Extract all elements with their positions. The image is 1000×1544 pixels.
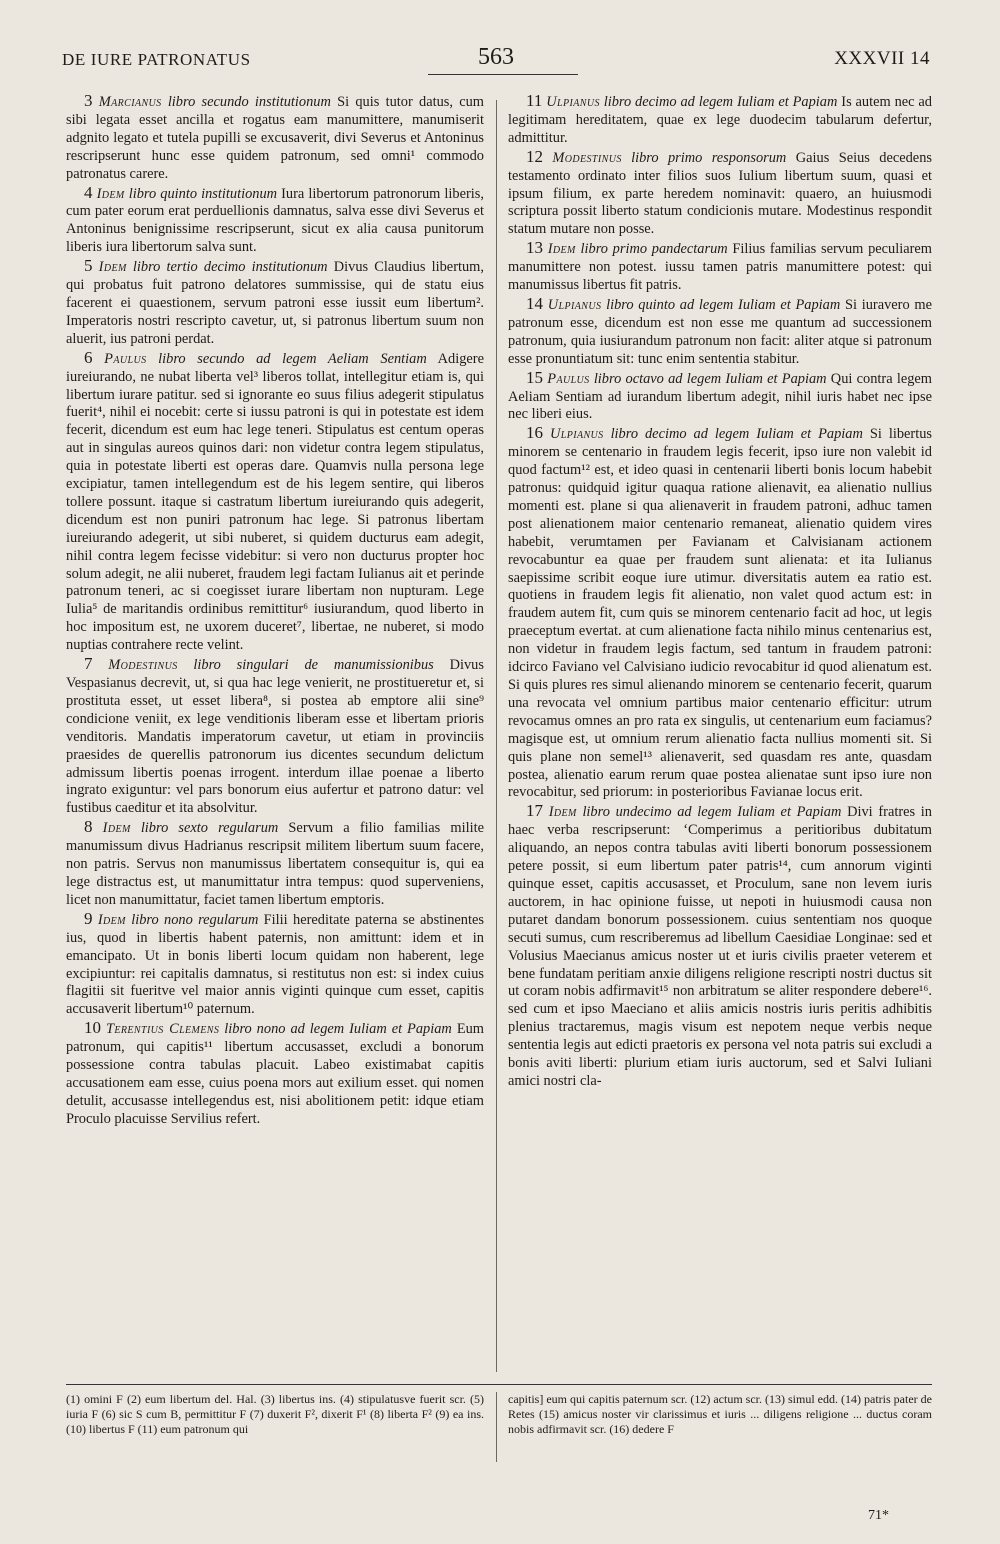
- source-citation: libro undecimo ad legem Iuliam et Papiam: [582, 804, 842, 821]
- fragment-text: Divi fratres in haec verba rescripserunt: ‘Comperimus a peritioribus dubitatum aliquando, an nepos contra tabulas aviti liberti bonorum possessionem petere possit, si eum libertum pater patris¹⁴, cum annorum viginti quinque esset, capitis accusasset, et Proculum, sane non levem iuris auctorem, in hac opinione fuisse, ut nepoti in huiusmodi causa non putaret dandam bonorum possessionem. cuius sententiam nos quoque secuti sumus, cum rescriberemus ad libellum Caesidiae Longinae: sed et Volusius Maecianus amicus noster ut et iuris civilis praeter veterem et bene fundatam peritiam anxie diligens religione rescripti nostri ductus sit ut coram nobis adfirmavit¹⁵ non arbitratum se aliter respondere debere¹⁶. sed cum et ipso Maeciano et aliis amicis nostris iuris peritis adhibitis plenius tractaremus, magis visum est nepotem neque verbis neque sententia legis aut edicti praetoris ex persona vel nota patris sui excludi a bonis aviti liberti: plurium etiam iuris auctorum, sed et Salvi Iuliani amici nostri cla-: [508, 804, 932, 1089]
- author-name: Paulus: [547, 370, 590, 387]
- source-citation: libro quinto institutionum: [128, 185, 278, 202]
- fragment-number: 10: [84, 1018, 101, 1038]
- paragraph: [66, 1019, 484, 1128]
- fragment-number: 6: [84, 347, 93, 367]
- source-citation: libro nono regularum: [131, 911, 259, 928]
- author-name: Modestinus: [108, 657, 178, 674]
- fragment-text: Is autem nec ad legitimam hereditatem, quae ex lege duodecim tabularum defertur, admittitur.: [508, 94, 932, 146]
- paragraph: [66, 257, 484, 349]
- paragraph: [66, 818, 484, 910]
- header-rule: [428, 74, 578, 75]
- source-citation: libro quinto ad legem Iuliam et Papiam: [606, 296, 841, 313]
- fragment-text: Servum a filio familias milite manumissum divus Hadrianus rescripsit militem libertum suum facere, non patris. Servus non manumissus libertatem consequitur is, qui ea lege distractus est, ut manumittatur intra tempus: quod superveniens, licet non manumittatur, faciet tamen libertum emptoris.: [66, 820, 484, 908]
- header-title-right: XXXVII 14: [834, 48, 930, 69]
- fragment-number: 16: [526, 423, 543, 443]
- fragment-number: 12: [526, 146, 543, 166]
- footnotes-left: (1) omini F (2) eum libertum del. Hal. (3) libertus ins. (4) stipulatusve fuerit scr. (5) iuria F (6) sic S cum B, permittitur F (7) duxerit F², dixerit F¹ (8) liberta F² (9) ea ins. (10) libertus F (11) eum patronum qui: [66, 1392, 484, 1436]
- source-citation: libro secundo institutionum: [167, 94, 331, 110]
- source-citation: libro tertio decimo institutionum: [132, 259, 328, 276]
- author-name: Idem: [97, 911, 126, 928]
- fragment-number: 14: [526, 293, 543, 313]
- author-name: Marcianus: [98, 94, 162, 110]
- source-citation: libro sexto regularum: [140, 820, 279, 837]
- fragment-text: Eum patronum, qui capitis¹¹ libertum accusasset, excludi a bonorum possessione contra tabulas placuit. Labeo existimabat capitis accusationem eam esse, cuius poena mors aut exilium esset. qui nomen detulit, accusasse intellegendus est, nisi abolitionem petit: idque etiam Proculo placuisse Servilius refert.: [66, 1021, 484, 1127]
- paragraph: [508, 424, 932, 802]
- paragraph: [508, 369, 932, 425]
- header-title-left: DE IURE PATRONATUS: [62, 50, 251, 69]
- source-citation: libro primo pandectarum: [580, 241, 728, 258]
- paragraph: [66, 184, 484, 258]
- fragment-text: Iura libertorum patronorum liberis, cum pater eorum erat perduellionis damnatus, salva esse divi Severus et Antoninus benignissime rescripserunt, sicut ex alia causa punitorum liberis iura libertorum salva sunt.: [66, 185, 484, 256]
- signature-mark: 71*: [868, 1508, 889, 1523]
- source-citation: libro secundo ad legem Aeliam Sentiam: [158, 350, 427, 367]
- fragment-number: 5: [84, 256, 93, 276]
- footnote-rule: [66, 1384, 932, 1385]
- footnotes-right: capitis] eum qui capitis paternum scr. (12) actum scr. (13) simul edd. (14) patris pater de Retes (15) amicus noster vir clarissimus et iuris ... diligens religione ... ductus coram nobis adfirmavit scr. (16) dedere F: [508, 1392, 932, 1436]
- author-name: Idem: [98, 259, 127, 276]
- paragraph: [508, 239, 932, 295]
- running-header: [62, 44, 930, 74]
- fragment-text: Divus Claudius libertum, qui probatus fuit patrono delatores summissise, qui de statu eius facerent ei quaestionem, servum patroni esse iussit eum libertum². Imperatoris nostri rescripto cavetur, ut, si patronus libertum suum non aluerit, ius patroni perdat.: [66, 259, 484, 347]
- fragment-number: 9: [84, 908, 93, 928]
- author-name: Terentius Clemens: [105, 1021, 220, 1038]
- fragment-text: Si libertus minorem se centenario in fraudem legis fecerit, ipso iure non valebit id quod factum¹² est, et ideo quasi in centenarii liberti bonis locum habebit patronus: quidquid igitur quaqua ratione alienavit, ea alienatio nullius momenti est. plane si qua alienaverit in fraudem patroni, adhuc tamen post alienationem maior centenario remaneat, alienatio quidem vires habebit, verumtamen per Favianam et Calvisianam actionem revocabuntur ea quae per fraudem sunt alienata: et ita Iulianus saepissime scribit eoque iure utimur. diversitatis autem ea ratio est. quotiens in fraudem legis fit alienatio, non valet quod actum est: in fraudem autem fit, cum quis se minorem centenario facit ad hoc, ut legis praeceptum evertat. at cum alienatione facta nihilo minus centenarius est, non videtur in fraudem legis factum, sed tantum in fraudem patroni: idcirco Faviano vel Calvisiano iudicio revocabitur id quod alienatum est. Si quis plures res simul alienando minorem se centenario fecerit, quarum una revocata vel omnium partibus maior centenario efficitur: utrum revocamus omnes an pro rata ex singulis, ut centenarium eum faciamus? magisque est, ut omnium rerum alienatio facta nullius momenti sit. Si quis plane non semel¹³ alienaverit, sed quasdam res ante, quasdam postea, alienatio earum rerum quae postea alienatae sunt ipso iure non revocabitur, sed priorum: in posterioribus Favianae locus erit.: [508, 426, 932, 801]
- fragment-number: 17: [526, 801, 543, 821]
- fragment-text: Filius familias servum peculiarem manumittere non potest. iussu tamen patris manumittere potest: qui manumissus libertus fit patris.: [508, 241, 932, 294]
- page-number: 563: [478, 44, 514, 70]
- author-name: Idem: [102, 820, 131, 837]
- fragment-text: Si iuravero me patronum esse, dicendum est non esse me quantum ad successionem patronum, quia iusiurandum patronum non facit: aliter atque si patronum esse pronuntiatum sit: tunc enim sententia stabitur.: [508, 296, 932, 367]
- fragment-text: Gaius Seius decedens testamento ordinato inter filios suos Iulium libertum suum, quasi et ipsum filium, ex parte heredem nominavit: quaero, an huiusmodi scriptura possit liberto statum condicionis mutare. Modestinus respondit statum mutare non posse.: [508, 149, 932, 238]
- fragment-number: 3: [84, 91, 93, 110]
- paragraph: [508, 295, 932, 369]
- fragment-number: 4: [84, 182, 93, 202]
- author-name: Ulpianus: [549, 426, 604, 443]
- author-name: Modestinus: [552, 149, 622, 166]
- author-name: Idem: [548, 804, 577, 821]
- source-citation: libro nono ad legem Iuliam et Papiam: [224, 1021, 452, 1038]
- source-citation: libro octavo ad legem Iuliam et Papiam: [593, 370, 827, 387]
- paragraph: [66, 349, 484, 655]
- paragraph: [66, 910, 484, 1019]
- paragraph: [508, 92, 932, 148]
- source-citation: libro singulari de manumissionibus: [193, 657, 434, 674]
- fragment-text: Si quis tutor datus, cum sibi legata esset ancilla et rogatus eam manumittere, manumiserit adgnito legato et tutela pupilli se excusaverit, divi Severus et Antoninus rescripserunt hunc esse quidem patronum, sed omni¹ commodo patronatus carere.: [66, 94, 485, 182]
- fragment-number: 13: [526, 238, 543, 258]
- fragment-number: 11: [526, 91, 543, 110]
- paragraph: [508, 802, 932, 1091]
- fragment-text: Qui contra legem Aeliam Sentiam ad iurandum libertum adegit, nihil iuris habet nec ipse nec liberi eius.: [508, 370, 932, 423]
- author-name: Idem: [96, 185, 125, 202]
- author-name: Ulpianus: [547, 296, 602, 313]
- fragment-number: 7: [84, 654, 93, 674]
- author-name: Ulpianus: [546, 94, 600, 110]
- fragment-text: Adigere iureiurando, ne nubat liberta vel³ liberos tollat, intellegitur etiam is, qui libertum iurare patitur. sed si ignorante eo suus filius adegerit stipulatus fuerit⁴, nihil ei nocebit: certe si iussu patroni is qui in potestate est idem fecerit, dicendum est eum hac lege teneri. Stipulatus est centum operas aut in singulas aureos quinos dari: non videtur contra legem stipulatus, quia in potestate liberti est operas dare. Quamvis nulla persona lege excipiatur, tamen intellegendum est de his legem sentire, qui liberos tollere possunt. itaque si castratum libertum iureiurando quis adegerit, dicendum est non puniri patronum hac lege. Si patronus libertam iureiurando adegerit, ut sibi nuberet, si quidem ducturus eam adegit, nihil contra legem fecisse videbitur: si vero non ducturus propter hoc solum adegit, ne alii nuberet, fraudem legi factam Iulianus ait et perinde patronum teneri, ac si coegisset iurare libertam non nupturam. Lege Iulia⁵ de maritandis ordinibus remittitur⁶ iusiurandum, quod liberto in hoc impositum est, ne uxorem duceret⁷, libertae, ne nuberet, si modo nuptias contrahere recte velint.: [66, 350, 484, 654]
- author-name: Paulus: [104, 350, 147, 367]
- fragment-text: Divus Vespasianus decrevit, ut, si qua hac lege venierit, ne prostitueretur et, si prostituta esset, ut esset libera⁸, si postea ab emptore alii sine⁹ condicione veniit, ex lege venditionis liberam esse et libertam prioris venditoris. Mandatis imperatorum cavetur, ut etiam in provinciis praesides de querellis patronorum ius dicentes secundum delictum admissum libertis poenas irrogent. interdum illae poenae a liberto ingrato exiguntur: vel pars bonorum eius aufertur et patrono datur: vel fustibus caeditur et ita absolvitur.: [66, 657, 484, 817]
- fragment-number: 8: [84, 817, 93, 837]
- footnote-divider: [496, 1392, 497, 1462]
- paragraph: [508, 148, 932, 240]
- author-name: Idem: [547, 241, 576, 258]
- source-citation: libro decimo ad legem Iuliam et Papiam: [610, 426, 863, 443]
- source-citation: libro primo responsorum: [631, 149, 787, 166]
- column-divider: [496, 100, 497, 1372]
- source-citation: libro decimo ad legem Iuliam et Papiam: [603, 94, 838, 110]
- left-column: [66, 92, 484, 1129]
- fragment-text: Filii hereditate paterna se abstinentes ius, quod in libertis habent paternis, non amittunt: idem et in emancipato. Ut in bonis liberti locum quidam non haberent, lege excipiuntur: rei capitalis damnatus, si restitutus non est: si index cuius flagitii sit fueritve vel maior annis viginti quinque cum esset, capitis accusaverit libertum¹⁰ paternum.: [66, 911, 484, 1018]
- right-column: [508, 92, 932, 1091]
- paragraph: [66, 92, 484, 184]
- paragraph: [66, 655, 484, 818]
- fragment-number: 15: [526, 367, 543, 387]
